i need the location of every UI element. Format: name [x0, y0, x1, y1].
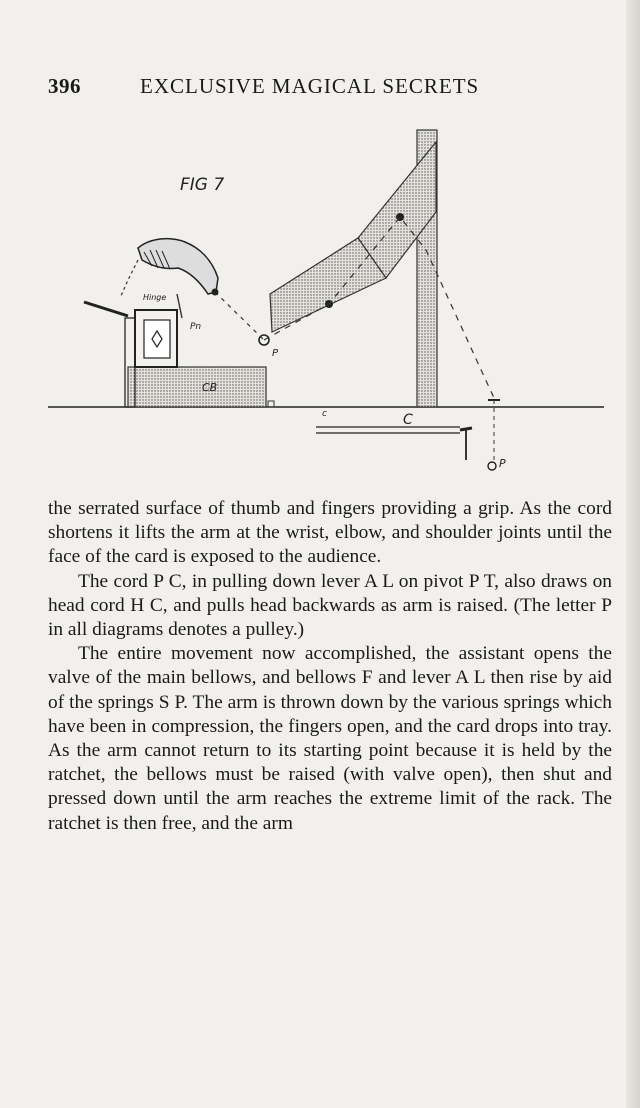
pin-label: Pn	[190, 322, 202, 332]
pulley-left-label: P	[272, 348, 279, 359]
hinge-lid	[84, 302, 128, 316]
hand-drawing	[138, 239, 218, 294]
page-number: 396	[48, 74, 81, 98]
figure-caption: FIG 7	[180, 175, 225, 195]
card-box-label: CB	[202, 381, 218, 394]
lever-label: C	[403, 412, 413, 428]
body-text	[48, 497, 612, 836]
pulley-bottom	[488, 462, 496, 470]
hand-rod	[120, 260, 138, 298]
pulley-bottom-label: P	[499, 457, 506, 470]
page-edge	[626, 0, 640, 1108]
card-box	[128, 367, 266, 407]
paragraph-cord-pc: The cord P C, in pulling down lever A L on pivot P T, also draws on head cord H C, and pulls head backwards as arm is raised. (The letter P in all diagrams denotes a pulley.)	[48, 570, 612, 641]
paragraph-continued: the serrated surface of thumb and fingers providing a grip. As the cord shortens it lifts the arm at the wrist, elbow, and shoulder joints until the face of the card is exposed to the audience.	[48, 498, 612, 568]
card	[144, 320, 170, 358]
floor-bracket	[268, 401, 274, 407]
wrist-joint	[212, 289, 219, 296]
cord-label: c	[322, 409, 327, 419]
hinge-label: Hinge	[143, 293, 167, 302]
cord-hand	[215, 292, 264, 340]
forearm-segment	[270, 238, 386, 332]
paragraph-movement: The entire movement now accomplished, the assistant opens the valve of the main bellows, and bellows F and lever A L then rise by aid of the springs S P. The arm is thrown down by the various springs which have been in compression, the fingers open, and the card drops into tray. As the arm cannot return to its starting point because it is held by the ratchet, the bellows must be raised (with valve open), then shut and pressed down until the arm reaches the extreme limit of the rack. The ratchet is then free, and the arm	[48, 643, 612, 834]
running-title: EXCLUSIVE MAGICAL SECRETS	[140, 74, 480, 98]
figure-7-illustration	[40, 120, 620, 490]
